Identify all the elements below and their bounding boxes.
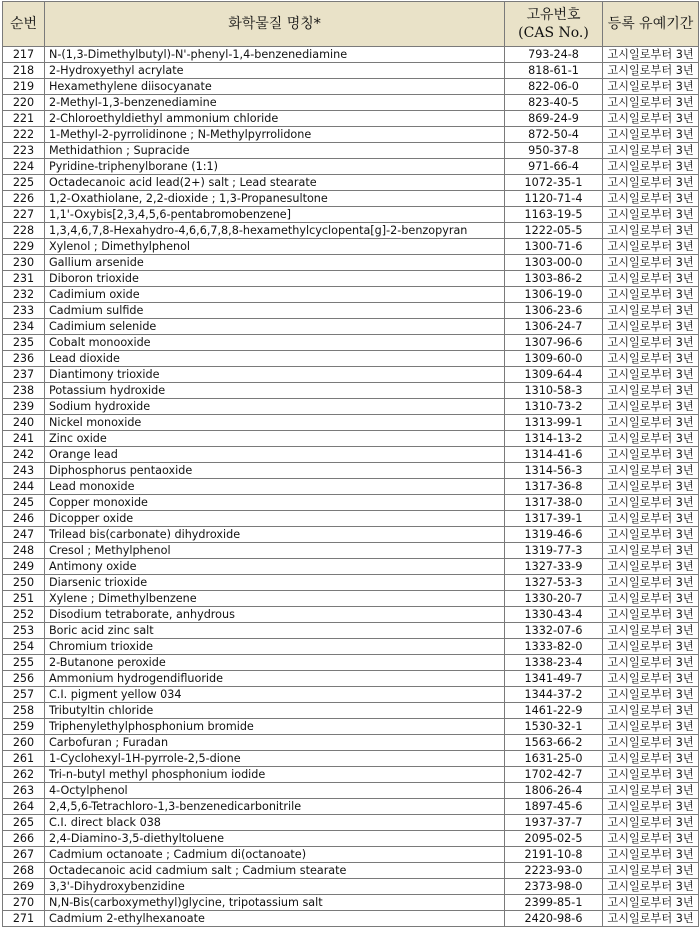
row-number: 242 xyxy=(3,447,45,463)
grace-period: 고시일로부터 3년 xyxy=(603,655,699,671)
table-row xyxy=(3,319,699,335)
chemical-name: 2-Chloroethyldiethyl ammonium chloride xyxy=(45,111,505,127)
row-number: 228 xyxy=(3,223,45,239)
table-row xyxy=(3,383,699,399)
row-number: 231 xyxy=(3,271,45,287)
chemical-name: Sodium hydroxide xyxy=(45,399,505,415)
row-number: 217 xyxy=(3,47,45,63)
cas-number: 1631-25-0 xyxy=(505,751,603,767)
grace-period: 고시일로부터 3년 xyxy=(603,879,699,895)
table-row xyxy=(3,479,699,495)
chemical-name: 4-Octylphenol xyxy=(45,783,505,799)
grace-period: 고시일로부터 3년 xyxy=(603,351,699,367)
row-number: 238 xyxy=(3,383,45,399)
chemical-name: Pyridine-triphenylborane (1:1) xyxy=(45,159,505,175)
cas-number: 1072-35-1 xyxy=(505,175,603,191)
row-number: 254 xyxy=(3,639,45,655)
chemical-name: 2-Methyl-1,3-benzenediamine xyxy=(45,95,505,111)
table-row xyxy=(3,639,699,655)
row-number: 259 xyxy=(3,719,45,735)
table-row xyxy=(3,879,699,895)
header-cas-no xyxy=(505,2,603,47)
chemical-name: Octadecanoic acid cadmium salt ; Cadmium stearate xyxy=(45,863,505,879)
cas-number: 1563-66-2 xyxy=(505,735,603,751)
row-number: 253 xyxy=(3,623,45,639)
row-number: 220 xyxy=(3,95,45,111)
cas-number: 1309-64-4 xyxy=(505,367,603,383)
chemical-name: 2,4,5,6-Tetrachloro-1,3-benzenedicarbonitrile xyxy=(45,799,505,815)
table-row xyxy=(3,607,699,623)
row-number: 251 xyxy=(3,591,45,607)
chemical-name: Nickel monoxide xyxy=(45,415,505,431)
table-row xyxy=(3,127,699,143)
table-row xyxy=(3,223,699,239)
chemical-name: Lead monoxide xyxy=(45,479,505,495)
cas-number: 1317-38-0 xyxy=(505,495,603,511)
chemical-name: Carbofuran ; Furadan xyxy=(45,735,505,751)
row-number: 260 xyxy=(3,735,45,751)
table-row xyxy=(3,799,699,815)
cas-number: 822-06-0 xyxy=(505,79,603,95)
cas-number: 2223-93-0 xyxy=(505,863,603,879)
grace-period: 고시일로부터 3년 xyxy=(603,223,699,239)
table-row xyxy=(3,143,699,159)
chemical-name: 2,4-Diamino-3,5-diethyltoluene xyxy=(45,831,505,847)
grace-period: 고시일로부터 3년 xyxy=(603,575,699,591)
cas-number: 1303-86-2 xyxy=(505,271,603,287)
row-number: 245 xyxy=(3,495,45,511)
cas-number: 1314-13-2 xyxy=(505,431,603,447)
cas-number: 1333-82-0 xyxy=(505,639,603,655)
chemical-name: Triphenylethylphosphonium bromide xyxy=(45,719,505,735)
cas-number: 1307-96-6 xyxy=(505,335,603,351)
row-number: 265 xyxy=(3,815,45,831)
cas-number: 2191-10-8 xyxy=(505,847,603,863)
row-number: 248 xyxy=(3,543,45,559)
chemical-name: Octadecanoic acid lead(2+) salt ; Lead stearate xyxy=(45,175,505,191)
row-number: 243 xyxy=(3,463,45,479)
header-row xyxy=(3,2,699,47)
cas-number: 869-24-9 xyxy=(505,111,603,127)
table-row xyxy=(3,111,699,127)
table-row xyxy=(3,863,699,879)
cas-number: 1317-36-8 xyxy=(505,479,603,495)
table-row xyxy=(3,159,699,175)
row-number: 218 xyxy=(3,63,45,79)
table-row xyxy=(3,511,699,527)
row-number: 267 xyxy=(3,847,45,863)
grace-period: 고시일로부터 3년 xyxy=(603,47,699,63)
grace-period: 고시일로부터 3년 xyxy=(603,735,699,751)
grace-period: 고시일로부터 3년 xyxy=(603,687,699,703)
grace-period: 고시일로부터 3년 xyxy=(603,543,699,559)
row-number: 219 xyxy=(3,79,45,95)
table-row xyxy=(3,351,699,367)
table-row xyxy=(3,847,699,863)
cas-number: 1897-45-6 xyxy=(505,799,603,815)
chemical-name: Diboron trioxide xyxy=(45,271,505,287)
table-row xyxy=(3,767,699,783)
cas-number: 1702-42-7 xyxy=(505,767,603,783)
grace-period: 고시일로부터 3년 xyxy=(603,591,699,607)
chemical-name: Cadmium sulfide xyxy=(45,303,505,319)
row-number: 224 xyxy=(3,159,45,175)
table-row xyxy=(3,543,699,559)
cas-number: 1163-19-5 xyxy=(505,207,603,223)
cas-number: 2399-85-1 xyxy=(505,895,603,911)
chemical-name: Cobalt monooxide xyxy=(45,335,505,351)
row-number: 234 xyxy=(3,319,45,335)
grace-period: 고시일로부터 3년 xyxy=(603,63,699,79)
table-row xyxy=(3,895,699,911)
table-header xyxy=(3,2,699,47)
chemical-name: 3,3'-Dihydroxybenzidine xyxy=(45,879,505,895)
row-number: 257 xyxy=(3,687,45,703)
table-row xyxy=(3,431,699,447)
chemical-name: Chromium trioxide xyxy=(45,639,505,655)
grace-period: 고시일로부터 3년 xyxy=(603,639,699,655)
cas-number: 2373-98-0 xyxy=(505,879,603,895)
row-number: 232 xyxy=(3,287,45,303)
grace-period: 고시일로부터 3년 xyxy=(603,207,699,223)
table-row xyxy=(3,79,699,95)
header-grace-period: 등록 유예기간 xyxy=(603,2,699,47)
row-number: 266 xyxy=(3,831,45,847)
row-number: 269 xyxy=(3,879,45,895)
cas-number: 1806-26-4 xyxy=(505,783,603,799)
row-number: 222 xyxy=(3,127,45,143)
row-number: 223 xyxy=(3,143,45,159)
table-row xyxy=(3,527,699,543)
table-row xyxy=(3,415,699,431)
chemical-name: 1-Methyl-2-pyrrolidinone ; N-Methylpyrrolidone xyxy=(45,127,505,143)
table-row xyxy=(3,255,699,271)
cas-number: 1338-23-4 xyxy=(505,655,603,671)
cas-number: 1530-32-1 xyxy=(505,719,603,735)
row-number: 264 xyxy=(3,799,45,815)
grace-period: 고시일로부터 3년 xyxy=(603,863,699,879)
grace-period: 고시일로부터 3년 xyxy=(603,95,699,111)
chemical-name: Orange lead xyxy=(45,447,505,463)
grace-period: 고시일로부터 3년 xyxy=(603,127,699,143)
cas-number: 1314-56-3 xyxy=(505,463,603,479)
cas-number: 872-50-4 xyxy=(505,127,603,143)
row-number: 249 xyxy=(3,559,45,575)
cas-number: 1310-73-2 xyxy=(505,399,603,415)
cas-number: 1310-58-3 xyxy=(505,383,603,399)
grace-period: 고시일로부터 3년 xyxy=(603,719,699,735)
grace-period: 고시일로부터 3년 xyxy=(603,703,699,719)
row-number: 244 xyxy=(3,479,45,495)
grace-period: 고시일로부터 3년 xyxy=(603,607,699,623)
grace-period: 고시일로부터 3년 xyxy=(603,191,699,207)
cas-number: 1319-77-3 xyxy=(505,543,603,559)
grace-period: 고시일로부터 3년 xyxy=(603,671,699,687)
row-number: 235 xyxy=(3,335,45,351)
chemical-name: 1,3,4,6,7,8-Hexahydro-4,6,6,7,8,8-hexamethylcyclopenta[g]-2-benzopyran xyxy=(45,223,505,239)
grace-period: 고시일로부터 3년 xyxy=(603,143,699,159)
table-row xyxy=(3,463,699,479)
table-row xyxy=(3,591,699,607)
row-number: 226 xyxy=(3,191,45,207)
cas-number: 1303-00-0 xyxy=(505,255,603,271)
cas-number: 971-66-4 xyxy=(505,159,603,175)
chemical-name: Potassium hydroxide xyxy=(45,383,505,399)
table-row xyxy=(3,559,699,575)
grace-period: 고시일로부터 3년 xyxy=(603,527,699,543)
grace-period: 고시일로부터 3년 xyxy=(603,175,699,191)
grace-period: 고시일로부터 3년 xyxy=(603,239,699,255)
row-number: 261 xyxy=(3,751,45,767)
grace-period: 고시일로부터 3년 xyxy=(603,287,699,303)
cas-number: 1300-71-6 xyxy=(505,239,603,255)
table-row xyxy=(3,447,699,463)
chemical-name: Trilead bis(carbonate) dihydroxide xyxy=(45,527,505,543)
cas-number: 1332-07-6 xyxy=(505,623,603,639)
grace-period: 고시일로부터 3년 xyxy=(603,783,699,799)
header-chemical-name: 화학물질 명칭* xyxy=(45,2,505,47)
chemical-name: Xylenol ; Dimethylphenol xyxy=(45,239,505,255)
header-cas-line2: (CAS No.) xyxy=(518,25,589,41)
header-no: 순번 xyxy=(3,2,45,47)
grace-period: 고시일로부터 3년 xyxy=(603,911,699,927)
grace-period: 고시일로부터 3년 xyxy=(603,511,699,527)
grace-period: 고시일로부터 3년 xyxy=(603,559,699,575)
grace-period: 고시일로부터 3년 xyxy=(603,895,699,911)
row-number: 239 xyxy=(3,399,45,415)
row-number: 241 xyxy=(3,431,45,447)
chemical-name: Diantimony trioxide xyxy=(45,367,505,383)
row-number: 236 xyxy=(3,351,45,367)
table-row xyxy=(3,703,699,719)
table-row xyxy=(3,751,699,767)
row-number: 256 xyxy=(3,671,45,687)
grace-period: 고시일로부터 3년 xyxy=(603,159,699,175)
grace-period: 고시일로부터 3년 xyxy=(603,495,699,511)
cas-number: 1306-23-6 xyxy=(505,303,603,319)
row-number: 255 xyxy=(3,655,45,671)
chemical-name: Disodium tetraborate, anhydrous xyxy=(45,607,505,623)
table-row xyxy=(3,655,699,671)
table-row xyxy=(3,735,699,751)
row-number: 229 xyxy=(3,239,45,255)
cas-number: 1120-71-4 xyxy=(505,191,603,207)
cas-number: 1327-53-3 xyxy=(505,575,603,591)
header-cas-line1: 고유번호 xyxy=(526,7,581,23)
grace-period: 고시일로부터 3년 xyxy=(603,367,699,383)
row-number: 237 xyxy=(3,367,45,383)
grace-period: 고시일로부터 3년 xyxy=(603,335,699,351)
grace-period: 고시일로부터 3년 xyxy=(603,447,699,463)
row-number: 263 xyxy=(3,783,45,799)
table-row xyxy=(3,335,699,351)
table-row xyxy=(3,175,699,191)
table-row xyxy=(3,95,699,111)
table-row xyxy=(3,239,699,255)
grace-period: 고시일로부터 3년 xyxy=(603,319,699,335)
chemical-name: Diphosphorus pentaoxide xyxy=(45,463,505,479)
grace-period: 고시일로부터 3년 xyxy=(603,831,699,847)
row-number: 252 xyxy=(3,607,45,623)
table-row xyxy=(3,63,699,79)
grace-period: 고시일로부터 3년 xyxy=(603,415,699,431)
chemical-name: Antimony oxide xyxy=(45,559,505,575)
grace-period: 고시일로부터 3년 xyxy=(603,767,699,783)
chemical-name: N,N-Bis(carboxymethyl)glycine, tripotassium salt xyxy=(45,895,505,911)
grace-period: 고시일로부터 3년 xyxy=(603,271,699,287)
cas-number: 1306-19-0 xyxy=(505,287,603,303)
table-row xyxy=(3,783,699,799)
row-number: 268 xyxy=(3,863,45,879)
cas-number: 793-24-8 xyxy=(505,47,603,63)
chemical-name: Tri-n-butyl methyl phosphonium iodide xyxy=(45,767,505,783)
table-row xyxy=(3,815,699,831)
chemical-name: Diarsenic trioxide xyxy=(45,575,505,591)
grace-period: 고시일로부터 3년 xyxy=(603,751,699,767)
cas-number: 1314-41-6 xyxy=(505,447,603,463)
chemical-name: Boric acid zinc salt xyxy=(45,623,505,639)
table-row xyxy=(3,575,699,591)
chemical-name: Tributyltin chloride xyxy=(45,703,505,719)
row-number: 221 xyxy=(3,111,45,127)
chemical-name: Gallium arsenide xyxy=(45,255,505,271)
row-number: 270 xyxy=(3,895,45,911)
chemical-name: Cadimium oxide xyxy=(45,287,505,303)
cas-number: 1341-49-7 xyxy=(505,671,603,687)
cas-number: 823-40-5 xyxy=(505,95,603,111)
cas-number: 2420-98-6 xyxy=(505,911,603,927)
grace-period: 고시일로부터 3년 xyxy=(603,79,699,95)
table-row xyxy=(3,367,699,383)
table-row xyxy=(3,911,699,927)
chemical-name: C.I. direct black 038 xyxy=(45,815,505,831)
grace-period: 고시일로부터 3년 xyxy=(603,815,699,831)
table-row xyxy=(3,47,699,63)
chemical-name: Cadimium selenide xyxy=(45,319,505,335)
row-number: 240 xyxy=(3,415,45,431)
cas-number: 1461-22-9 xyxy=(505,703,603,719)
table-row xyxy=(3,623,699,639)
table-row xyxy=(3,399,699,415)
table-row xyxy=(3,831,699,847)
chemical-name: Ammonium hydrogendifluoride xyxy=(45,671,505,687)
table-row xyxy=(3,719,699,735)
cas-number: 1330-20-7 xyxy=(505,591,603,607)
chemical-name: 1,2-Oxathiolane, 2,2-dioxide ; 1,3-Propanesultone xyxy=(45,191,505,207)
grace-period: 고시일로부터 3년 xyxy=(603,847,699,863)
row-number: 271 xyxy=(3,911,45,927)
cas-number: 1327-33-9 xyxy=(505,559,603,575)
row-number: 250 xyxy=(3,575,45,591)
cas-number: 1330-43-4 xyxy=(505,607,603,623)
cas-number: 1222-05-5 xyxy=(505,223,603,239)
row-number: 230 xyxy=(3,255,45,271)
cas-number: 1319-46-6 xyxy=(505,527,603,543)
chemical-name: Hexamethylene diisocyanate xyxy=(45,79,505,95)
chemical-name: 1-Cyclohexyl-1H-pyrrole-2,5-dione xyxy=(45,751,505,767)
table-body xyxy=(3,47,699,927)
chemical-name: Cadmium 2-ethylhexanoate xyxy=(45,911,505,927)
chemical-name: N-(1,3-Dimethylbutyl)-N'-phenyl-1,4-benzenediamine xyxy=(45,47,505,63)
cas-number: 2095-02-5 xyxy=(505,831,603,847)
chemical-name: Lead dioxide xyxy=(45,351,505,367)
cas-number: 818-61-1 xyxy=(505,63,603,79)
chemical-name: Dicopper oxide xyxy=(45,511,505,527)
chemical-name: Xylene ; Dimethylbenzene xyxy=(45,591,505,607)
table-row xyxy=(3,191,699,207)
grace-period: 고시일로부터 3년 xyxy=(603,383,699,399)
table-row xyxy=(3,287,699,303)
grace-period: 고시일로부터 3년 xyxy=(603,799,699,815)
grace-period: 고시일로부터 3년 xyxy=(603,255,699,271)
row-number: 227 xyxy=(3,207,45,223)
grace-period: 고시일로부터 3년 xyxy=(603,399,699,415)
cas-number: 1309-60-0 xyxy=(505,351,603,367)
cas-number: 1937-37-7 xyxy=(505,815,603,831)
table-row xyxy=(3,495,699,511)
cas-number: 1344-37-2 xyxy=(505,687,603,703)
grace-period: 고시일로부터 3년 xyxy=(603,431,699,447)
chemical-registration-table xyxy=(2,1,699,927)
grace-period: 고시일로부터 3년 xyxy=(603,303,699,319)
row-number: 258 xyxy=(3,703,45,719)
grace-period: 고시일로부터 3년 xyxy=(603,479,699,495)
chemical-name: Methidathion ; Supracide xyxy=(45,143,505,159)
chemical-name: 2-Hydroxyethyl acrylate xyxy=(45,63,505,79)
grace-period: 고시일로부터 3년 xyxy=(603,623,699,639)
table-row xyxy=(3,687,699,703)
table-row xyxy=(3,303,699,319)
chemical-name: Cresol ; Methylphenol xyxy=(45,543,505,559)
chemical-name: C.I. pigment yellow 034 xyxy=(45,687,505,703)
chemical-name: Copper monoxide xyxy=(45,495,505,511)
chemical-name: Zinc oxide xyxy=(45,431,505,447)
cas-number: 950-37-8 xyxy=(505,143,603,159)
grace-period: 고시일로부터 3년 xyxy=(603,463,699,479)
chemical-name: 1,1'-Oxybis[2,3,4,5,6-pentabromobenzene] xyxy=(45,207,505,223)
grace-period: 고시일로부터 3년 xyxy=(603,111,699,127)
cas-number: 1317-39-1 xyxy=(505,511,603,527)
table-row xyxy=(3,271,699,287)
cas-number: 1306-24-7 xyxy=(505,319,603,335)
chemical-name: 2-Butanone peroxide xyxy=(45,655,505,671)
row-number: 225 xyxy=(3,175,45,191)
row-number: 262 xyxy=(3,767,45,783)
cas-number: 1313-99-1 xyxy=(505,415,603,431)
row-number: 233 xyxy=(3,303,45,319)
chemical-name: Cadmium octanoate ; Cadmium di(octanoate) xyxy=(45,847,505,863)
table-row xyxy=(3,671,699,687)
row-number: 247 xyxy=(3,527,45,543)
table-row xyxy=(3,207,699,223)
row-number: 246 xyxy=(3,511,45,527)
